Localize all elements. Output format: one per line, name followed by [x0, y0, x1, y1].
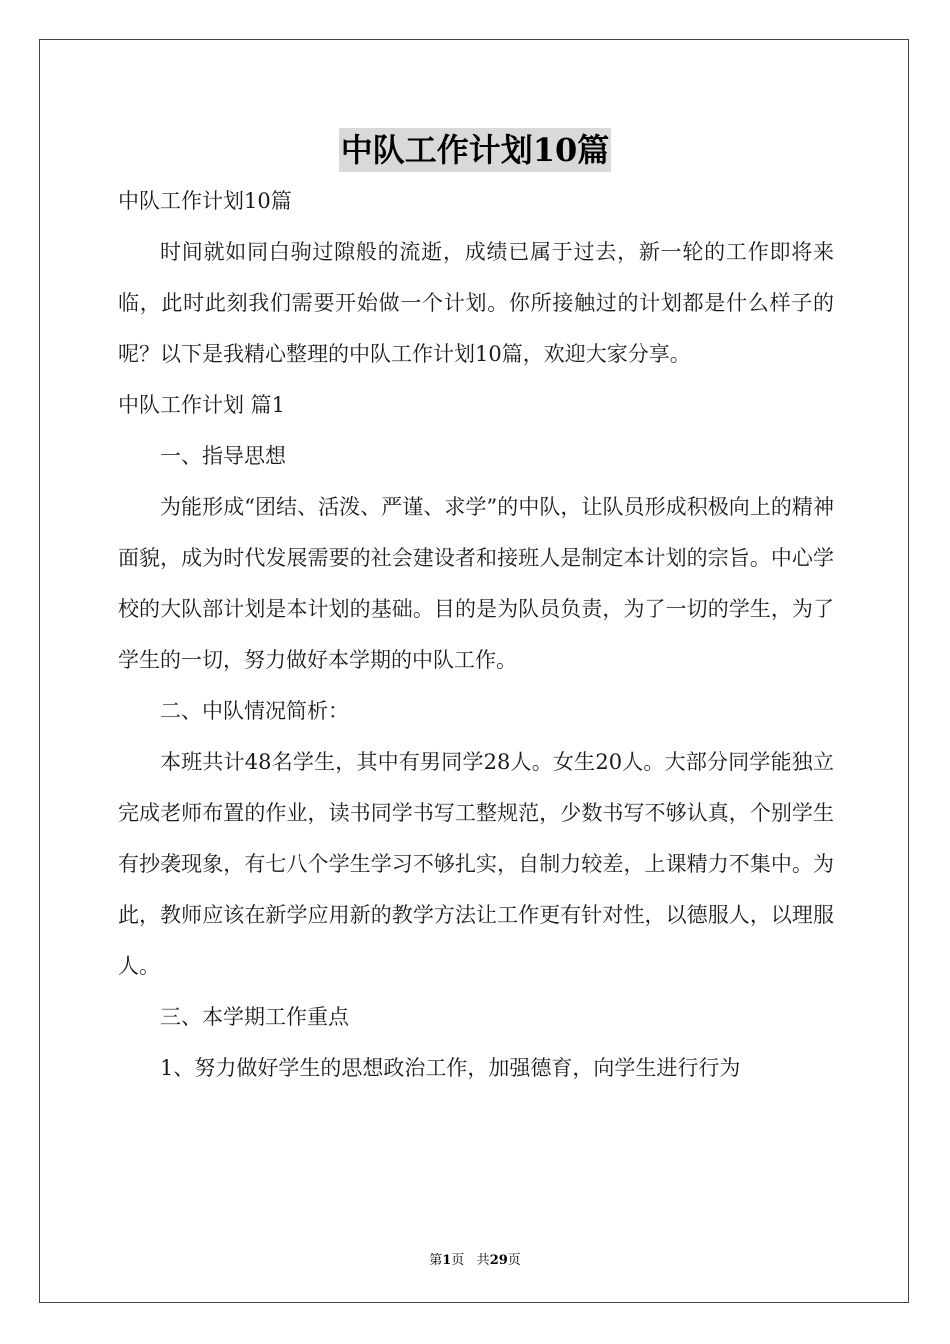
document-title-text: 中队工作计划10篇 — [339, 128, 612, 172]
footer-page-number: 1 — [442, 1253, 452, 1268]
subsection-heading: 二、中队情况简析： — [160, 699, 349, 723]
footer-total-pages: 29 — [489, 1253, 508, 1268]
section-heading: 中队工作计划 篇1 — [118, 393, 286, 417]
subsection-heading: 三、本学期工作重点 — [160, 1005, 349, 1029]
page-footer — [0, 1249, 950, 1268]
footer-total-suffix: 页 — [507, 1253, 521, 1268]
footer-total-prefix: 共 — [476, 1253, 490, 1268]
document-title — [0, 128, 950, 172]
subsection-heading: 一、指导思想 — [160, 444, 286, 468]
footer-page-prefix: 第 — [429, 1253, 443, 1268]
paragraph: 时间就如同白驹过隙般的流逝，成绩已属于过去，新一轮的工作即将来临，此时此刻我们需要开始做一个计划。你所接触过的计划都是什么样子的呢？以下是我精心整理的中队工作计划10篇，欢迎大家分享。 — [118, 240, 834, 366]
footer-page-suffix: 页 — [451, 1253, 465, 1268]
paragraph: 中队工作计划10篇 — [118, 189, 292, 213]
paragraph: 本班共计48名学生，其中有男同学28人。女生20人。大部分同学能独立完成老师布置的作业，读书同学书写工整规范，少数书写不够认真，个别学生有抄袭现象，有七八个学生学习不够扎实，自制力较差，上课精力不集中。为此，教师应该在新学应用新的教学方法让工作更有针对性，以德服人，以理服人。 — [118, 750, 834, 978]
paragraph: 1、努力做好学生的思想政治工作，加强德育，向学生进行行为 — [160, 1056, 741, 1080]
paragraph: 为能形成“团结、活泼、严谨、求学”的中队，让队员形成积极向上的精神面貌，成为时代发展需要的社会建设者和接班人是制定本计划的宗旨。中心学校的大队部计划是本计划的基础。目的是为队员负责，为了一切的学生，为了学生的一切，努力做好本学期的中队工作。 — [118, 495, 834, 672]
document-body — [118, 176, 834, 1094]
